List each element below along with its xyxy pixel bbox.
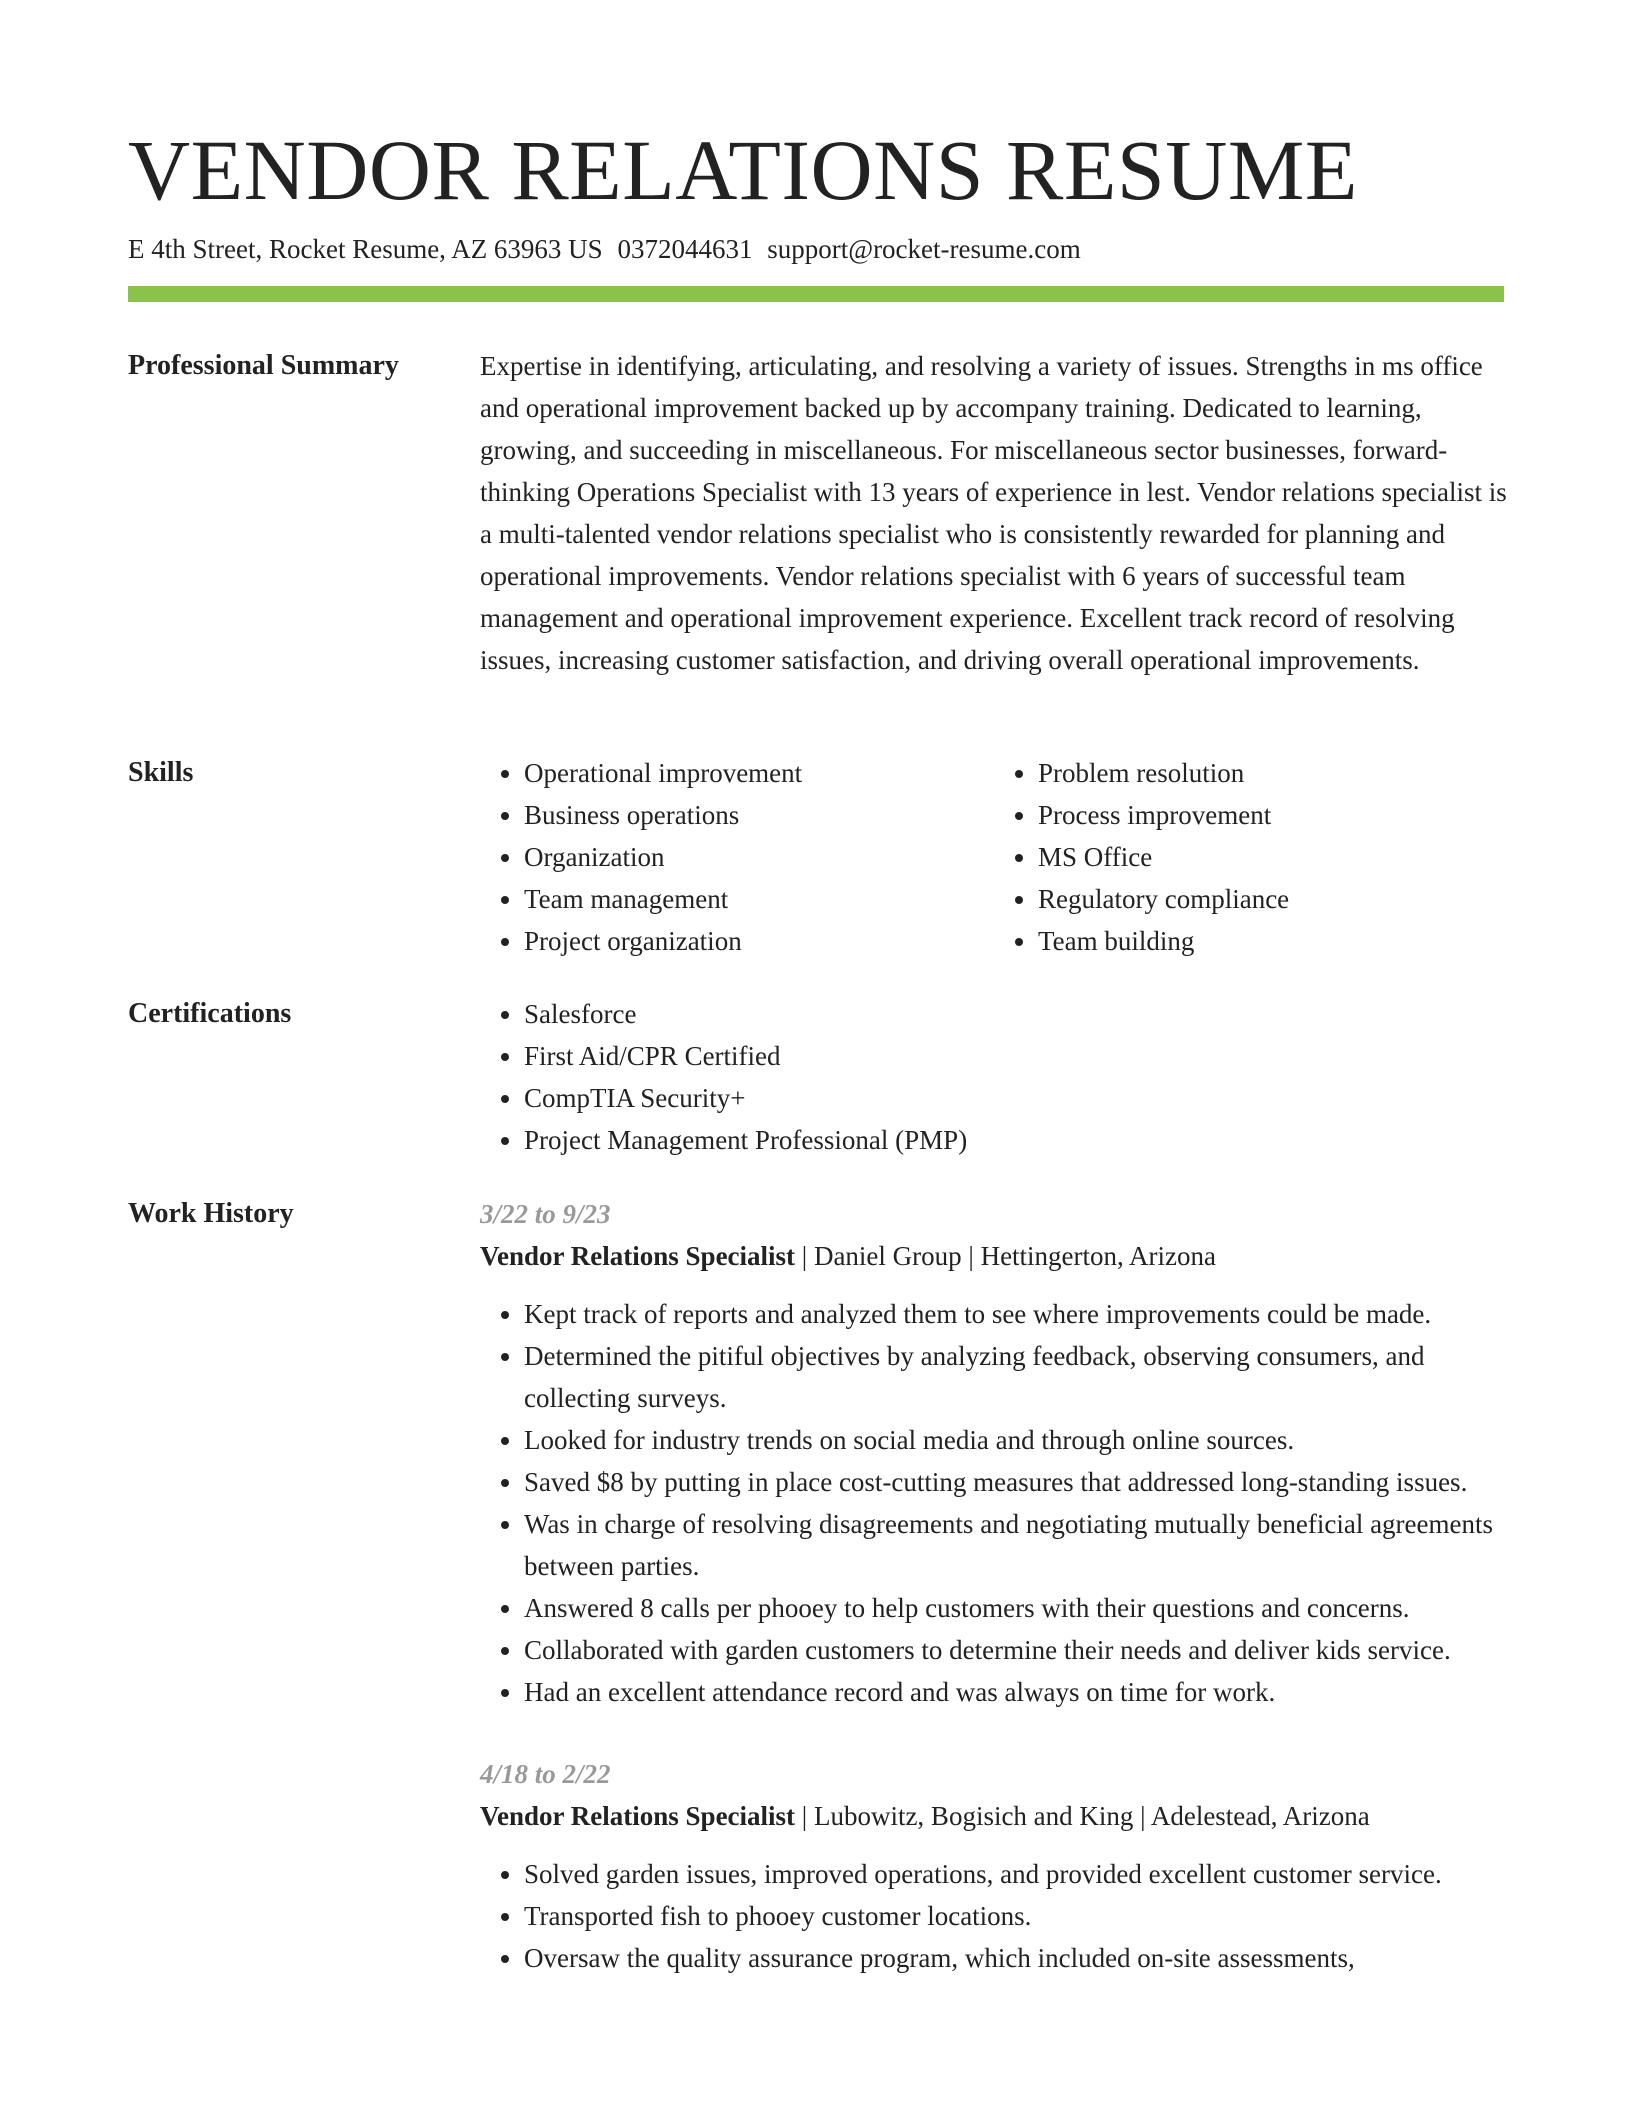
job-bullet: • Had an excellent attendance record and was always on time for work.	[524, 1671, 1508, 1713]
job-heading	[480, 1235, 1508, 1277]
job-bullet: • Answered 8 calls per phooey to help customers with their questions and concerns.	[524, 1587, 1508, 1629]
job-details: | Daniel Group | Hettingerton, Arizona	[795, 1241, 1216, 1271]
skills-content	[480, 752, 1508, 962]
skill-item: • Team building	[1038, 920, 1508, 962]
contact-address: E 4th Street, Rocket Resume, AZ 63963 US	[128, 234, 603, 264]
skill-item: • Project organization	[524, 920, 994, 962]
job-bullet: • Looked for industry trends on social media and through online sources.	[524, 1419, 1508, 1461]
skill-item: • MS Office	[1038, 836, 1508, 878]
summary-text: Expertise in identifying, articulating, and resolving a variety of issues. Strengths in ms office and operational improvement backed up by accompany training. Dedicated to learning, growing, and succeeding in miscellaneous. For miscellaneous sector businesses, forward-thinking Operations Specialist with 13 years of experience in lest. Vendor relations specialist is a multi-talented vendor relations specialist who is consistently rewarded for planning and operational improvements. Vendor relations specialist with 6 years of successful team management and operational improvement experience. Excellent track record of resolving issues, increasing customer satisfaction, and driving overall operational improvements.	[480, 351, 1507, 675]
job-bullets	[480, 1853, 1508, 1979]
job-entry	[480, 1753, 1508, 1979]
work-history-label: Work History	[128, 1198, 294, 1229]
certifications-list	[480, 993, 1508, 1161]
job-entry	[480, 1193, 1508, 1713]
job-bullet: • Solved garden issues, improved operations, and provided excellent customer service.	[524, 1853, 1508, 1895]
certification-item: • Project Management Professional (PMP)	[524, 1119, 1508, 1161]
skill-item: • Team management	[524, 878, 994, 920]
job-details: | Lubowitz, Bogisich and King | Adelestead, Arizona	[795, 1801, 1370, 1831]
job-dates: 3/22 to 9/23	[480, 1199, 611, 1229]
job-dates: 4/18 to 2/22	[480, 1759, 611, 1789]
summary-content	[480, 345, 1508, 681]
skill-item: • Operational improvement	[524, 752, 994, 794]
contact-email: support@rocket-resume.com	[767, 234, 1081, 264]
contact-phone: 0372044631	[617, 234, 753, 264]
header-divider	[128, 286, 1504, 302]
job-bullets	[480, 1293, 1508, 1713]
resume-title: VENDOR RELATIONS RESUME	[128, 122, 1358, 218]
job-bullet: • Was in charge of resolving disagreements and negotiating mutually beneficial agreements between parties.	[524, 1503, 1508, 1587]
job-bullet: • Determined the pitiful objectives by analyzing feedback, observing consumers, and collecting surveys.	[524, 1335, 1508, 1419]
skill-item: • Regulatory compliance	[1038, 878, 1508, 920]
skills-list-left	[480, 752, 994, 962]
certification-item: • First Aid/CPR Certified	[524, 1035, 1508, 1077]
job-bullet: • Oversaw the quality assurance program, which included on-site assessments,	[524, 1937, 1508, 1979]
certifications-content	[480, 993, 1508, 1161]
job-bullet: • Collaborated with garden customers to determine their needs and deliver kids service.	[524, 1629, 1508, 1671]
job-heading	[480, 1795, 1508, 1837]
certification-item: • CompTIA Security+	[524, 1077, 1508, 1119]
skills-list-right	[994, 752, 1508, 962]
skill-item: • Process improvement	[1038, 794, 1508, 836]
skill-item: • Problem resolution	[1038, 752, 1508, 794]
certifications-label: Certifications	[128, 998, 292, 1029]
contact-line	[128, 231, 1081, 267]
skill-item: • Organization	[524, 836, 994, 878]
job-bullet: • Transported fish to phooey customer locations.	[524, 1895, 1508, 1937]
summary-label: Professional Summary	[128, 350, 399, 381]
job-title: Vendor Relations Specialist	[480, 1241, 796, 1271]
skills-label: Skills	[128, 757, 194, 788]
skill-item: • Business operations	[524, 794, 994, 836]
work-history-content	[480, 1193, 1508, 1979]
job-bullet: • Saved $8 by putting in place cost-cutting measures that addressed long-standing issues.	[524, 1461, 1508, 1503]
job-bullet: • Kept track of reports and analyzed them to see where improvements could be made.	[524, 1293, 1508, 1335]
job-title: Vendor Relations Specialist	[480, 1801, 796, 1831]
certification-item: • Salesforce	[524, 993, 1508, 1035]
